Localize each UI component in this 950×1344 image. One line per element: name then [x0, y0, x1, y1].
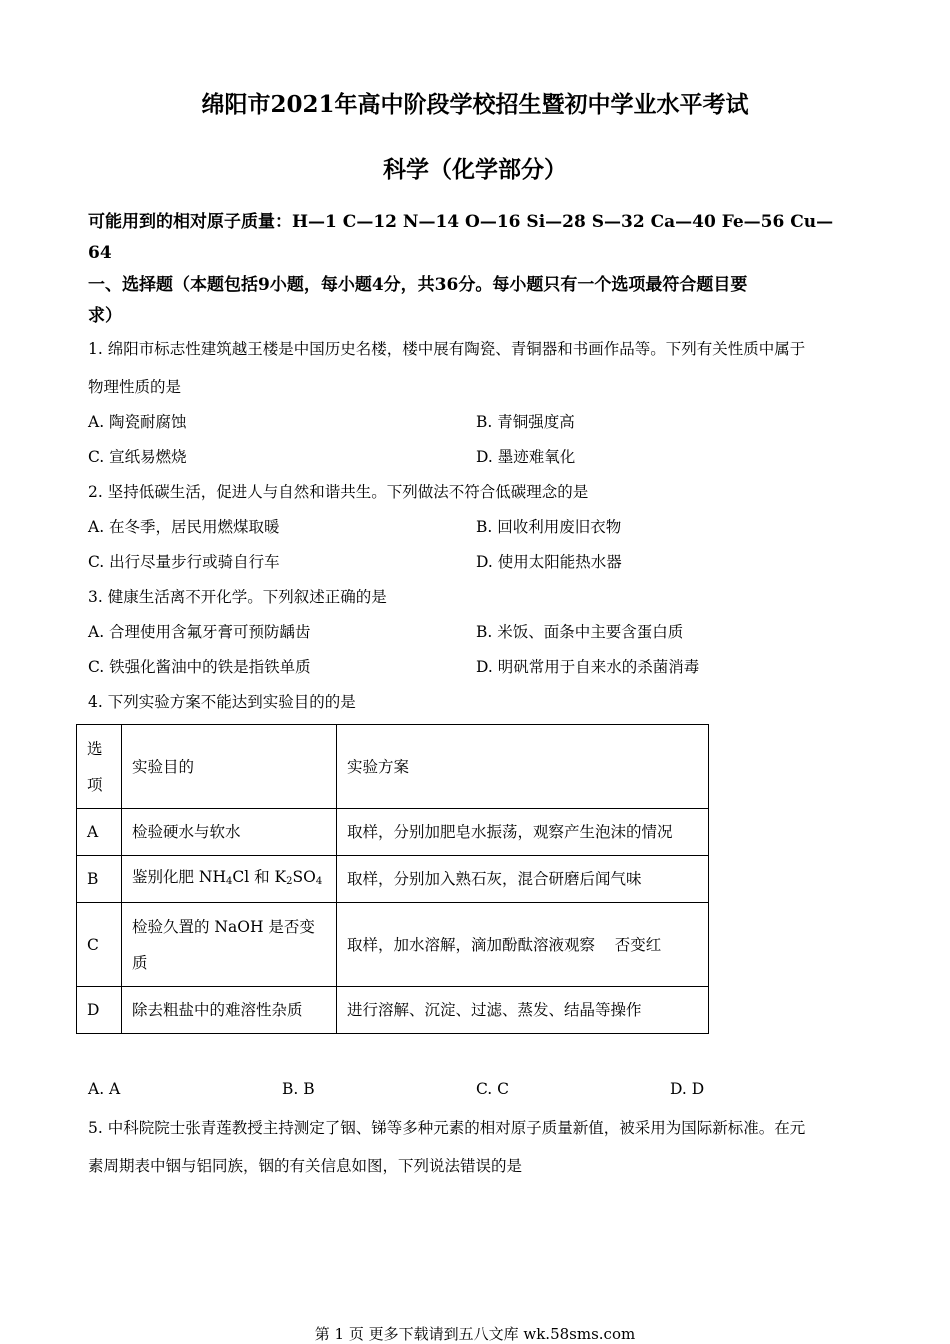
q1-option-b: B. 青铜强度高: [476, 413, 575, 431]
row-b-goal-mid: Cl 和 K: [232, 867, 287, 886]
row-b-goal-post: SO: [292, 867, 316, 886]
row-c-goal-line-1: 检验久置的 NaOH 是否变: [132, 917, 315, 936]
row-c-goal-line-2: 质: [132, 953, 148, 972]
page-footer: 第 1 页 更多下载请到五八文库 wk.58sms.com: [314, 1325, 636, 1343]
exam-title: 绵阳市2021年高中阶段学校招生暨初中学业水平考试: [201, 91, 749, 118]
q5-stem-line-2: 素周期表中铟与铝同族，铟的有关信息如图，下列说法错误的是: [88, 1157, 523, 1175]
q3-option-a: A. 合理使用含氟牙膏可预防龋齿: [88, 623, 311, 641]
q3-option-c: C. 铁强化酱油中的铁是指铁单质: [88, 658, 311, 676]
q4-option-c: C. C: [476, 1080, 510, 1098]
table-row: [77, 987, 709, 1034]
q5-stem-line-1: 5. 中科院院士张青莲教授主持测定了铟、锑等多种元素的相对原子质量新值，被采用为国际新标准。在元: [88, 1119, 806, 1137]
row-d-plan: 进行溶解、沉淀、过滤、蒸发、结晶等操作: [337, 987, 709, 1034]
header-goal-cell: 实验目的: [122, 725, 337, 809]
q1-stem-line-2: 物理性质的是: [88, 378, 182, 396]
q2-option-a: A. 在冬季，居民用燃煤取暖: [88, 518, 280, 536]
q1-option-d: D. 墨迹难氧化: [476, 448, 576, 466]
header-option-char-1: 选: [87, 739, 103, 758]
row-b-sub-1: 4: [226, 875, 233, 887]
table-row: [77, 903, 709, 987]
row-d-option: D: [77, 987, 122, 1034]
header-option-cell: [77, 725, 122, 809]
q1-stem-line-1: 1. 绵阳市标志性建筑越王楼是中国历史名楼，楼中展有陶瓷、青铜器和书画作品等。下列有关性质中属于: [88, 340, 806, 358]
q1-option-c: C. 宣纸易燃烧: [88, 448, 187, 466]
section-heading-line-1: 一、选择题（本题包括9小题，每小题4分，共36分。每小题只有一个选项最符合题目要: [88, 275, 748, 295]
row-b-goal-pre: 鉴别化肥 NH: [132, 867, 227, 886]
row-a-plan: 取样，分别加肥皂水振荡，观察产生泡沫的情况: [337, 809, 709, 856]
row-b-sub-2: 2: [286, 875, 293, 887]
atomic-mass-line-1: 可能用到的相对原子质量：H—1 C—12 N—14 O—16 Si—28 S—32 Ca—40 Fe—56 Cu—: [88, 212, 834, 232]
q2-stem: 2. 坚持低碳生活，促进人与自然和谐共生。下列做法不符合低碳理念的是: [88, 483, 589, 501]
table-header-row: [77, 725, 709, 809]
row-a-option: A: [77, 809, 122, 856]
row-c-plan-text: 取样，加水溶解，滴加酚酞溶液观察 否变红: [347, 935, 662, 954]
q4-stem: 4. 下列实验方案不能达到实验目的的是: [88, 693, 356, 711]
row-d-goal: 除去粗盐中的难溶性杂质: [122, 987, 337, 1034]
row-c-plan: [337, 903, 709, 987]
header-plan-cell: 实验方案: [337, 725, 709, 809]
q4-option-d: D. D: [670, 1080, 705, 1098]
row-b-plan: 取样，分别加入熟石灰，混合研磨后闻气味: [337, 856, 709, 903]
table-row: [77, 856, 709, 903]
exam-subtitle: 科学（化学部分）: [383, 156, 567, 183]
experiment-table: [76, 724, 709, 1034]
q3-option-d: D. 明矾常用于自来水的杀菌消毒: [476, 658, 700, 676]
q4-option-a: A. A: [88, 1080, 121, 1098]
atomic-mass-line-2: 64: [88, 243, 112, 263]
row-c-goal: [122, 903, 337, 987]
q2-option-b: B. 回收利用废旧衣物: [476, 518, 622, 536]
q3-stem: 3. 健康生活离不开化学。下列叙述正确的是: [88, 588, 387, 606]
q2-option-d: D. 使用太阳能热水器: [476, 553, 622, 571]
header-option-char-2: 项: [87, 775, 103, 794]
q1-option-a: A. 陶瓷耐腐蚀: [88, 413, 187, 431]
q2-option-c: C. 出行尽量步行或骑自行车: [88, 553, 280, 571]
row-b-sub-3: 4: [315, 875, 323, 887]
row-a-goal: 检验硬水与软水: [122, 809, 337, 856]
table-row: [77, 809, 709, 856]
row-b-goal: [122, 856, 337, 903]
q3-option-b: B. 米饭、面条中主要含蛋白质: [476, 623, 684, 641]
q4-option-b: B. B: [282, 1080, 315, 1098]
section-heading-line-2: 求）: [88, 306, 122, 326]
row-c-option: C: [77, 903, 122, 987]
row-b-option: B: [77, 856, 122, 903]
